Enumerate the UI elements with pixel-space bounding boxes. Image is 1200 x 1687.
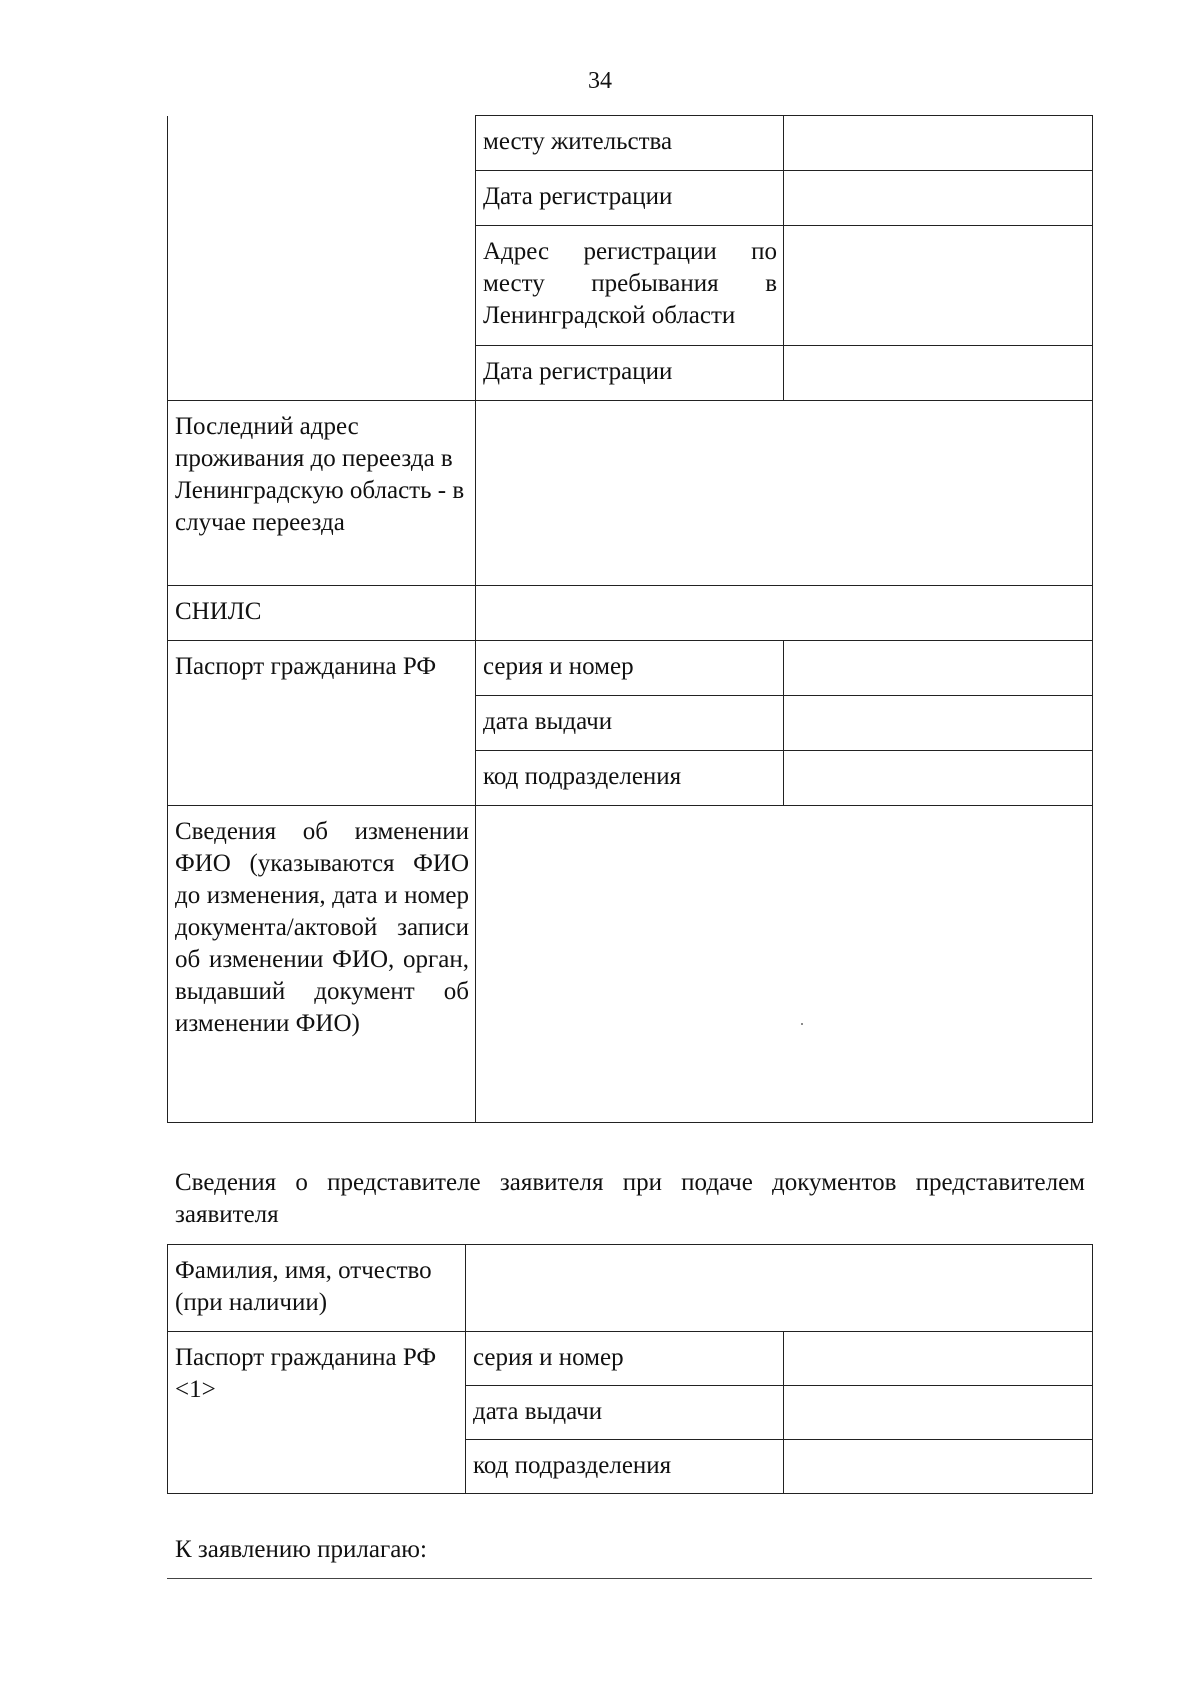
rep-issue-date-field[interactable] — [784, 1386, 1093, 1440]
full-name-label: Фамилия, имя, отчество (при наличии) — [168, 1245, 466, 1332]
issue-date-field[interactable] — [784, 696, 1093, 751]
passport-label: Паспорт гражданина РФ — [168, 641, 476, 806]
scan-speck — [801, 1023, 803, 1025]
rep-division-code-field[interactable] — [784, 1440, 1093, 1494]
registration-date-label: Дата регистрации — [476, 171, 784, 226]
snils-label: СНИЛС — [168, 586, 476, 641]
division-code-field[interactable] — [784, 751, 1093, 806]
attachments-line[interactable] — [167, 1578, 1092, 1579]
rep-series-number-field[interactable] — [784, 1332, 1093, 1386]
stay-address-label: Адрес регистрации по месту пребывания в Ленинградской области — [476, 226, 784, 346]
full-name-field[interactable] — [466, 1245, 1093, 1332]
representative-table — [167, 1244, 1093, 1494]
rep-series-number-label: серия и номер — [466, 1332, 784, 1386]
rep-issue-date-label: дата выдачи — [466, 1386, 784, 1440]
rep-division-code-label: код подразделения — [466, 1440, 784, 1494]
name-change-label: Сведения об изменении ФИО (указываются ФИО до изменения, дата и номер документа/актовой записи об изменении ФИО, орган, выдавший документ об изменении ФИО) — [168, 806, 476, 1123]
residence-cont-label: месту жительства — [476, 116, 784, 171]
page-number: 34 — [588, 68, 612, 94]
series-number-label: серия и номер — [476, 641, 784, 696]
attachments-label: К заявлению прилагаю: — [175, 1536, 427, 1563]
snils-field[interactable] — [476, 586, 1093, 641]
rep-passport-label: Паспорт гражданина РФ <1> — [168, 1332, 466, 1494]
registration-date-field[interactable] — [784, 171, 1093, 226]
stay-registration-date-label: Дата регистрации — [476, 346, 784, 401]
issue-date-label: дата выдачи — [476, 696, 784, 751]
last-address-label: Последний адрес проживания до переезда в Ленинградскую область - в случае переезда — [168, 401, 476, 586]
representative-caption: Сведения о представителе заявителя при подаче документов представителем заявителя — [175, 1169, 1085, 1228]
residence-address-field[interactable] — [784, 116, 1093, 171]
division-code-label: код подразделения — [476, 751, 784, 806]
series-number-field[interactable] — [784, 641, 1093, 696]
name-change-field[interactable] — [476, 806, 1093, 1123]
last-address-field[interactable] — [476, 401, 1093, 586]
stay-registration-date-field[interactable] — [784, 346, 1093, 401]
continued-label-cell — [168, 116, 476, 401]
applicant-details-table — [167, 115, 1093, 1123]
stay-address-field[interactable] — [784, 226, 1093, 346]
